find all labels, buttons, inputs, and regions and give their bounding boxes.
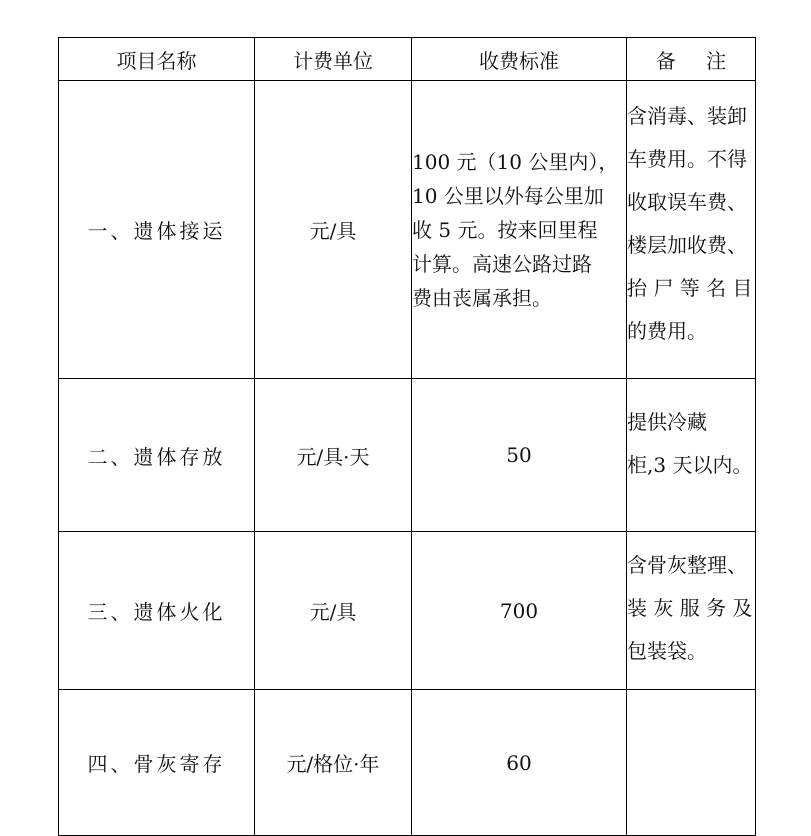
header-row xyxy=(59,38,756,81)
header-item-name: 项目名称 xyxy=(59,38,255,81)
item-name-cell xyxy=(59,690,255,836)
billing-unit: 元/具·天 xyxy=(255,379,412,532)
remark-cell-empty xyxy=(627,690,756,836)
remark-line: 车费用。不得 xyxy=(627,147,747,171)
remark-line: 收取误车费、 xyxy=(627,190,747,214)
fee-line: 10 公里以外每公里加 xyxy=(412,183,604,208)
remark-line: 抬 尸 等 名 目 xyxy=(627,276,753,300)
remark-line: 包装袋。 xyxy=(627,639,707,663)
remark-line: 含骨灰整理、 xyxy=(627,553,747,577)
fee-table xyxy=(58,37,756,836)
header-fee-standard: 收费标准 xyxy=(412,38,627,81)
billing-unit: 元/具 xyxy=(255,532,412,690)
table-row xyxy=(59,532,756,690)
remark-line: 柜,3 天以内。 xyxy=(627,453,753,477)
remark-line: 楼层加收费、 xyxy=(627,233,747,257)
fee-line: 收 5 元。按来回里程 xyxy=(412,217,598,242)
item-name-cell xyxy=(59,532,255,690)
billing-unit: 元/格位·年 xyxy=(255,690,412,836)
remark-line: 含消毒、装卸 xyxy=(627,104,747,128)
table-row xyxy=(59,81,756,379)
fee-line: 100 元（10 公里内）， xyxy=(412,149,619,174)
fee-standard: 700 xyxy=(412,532,627,690)
remark-line: 提供冷藏 xyxy=(627,410,707,434)
header-remark: 备 注 xyxy=(627,38,756,81)
item-name: 四、骨灰寄存 xyxy=(87,752,226,776)
item-name: 二、遗体存放 xyxy=(87,444,226,469)
fee-standard: 60 xyxy=(412,690,627,836)
fee-standard: 50 xyxy=(412,379,627,532)
table-row xyxy=(59,379,756,532)
table-row xyxy=(59,690,756,836)
billing-unit: 元/具 xyxy=(255,81,412,379)
remark-line: 装 灰 服 务 及 xyxy=(627,596,753,620)
fee-standard-cell xyxy=(412,81,627,379)
remark-cell xyxy=(627,81,756,379)
remark-cell xyxy=(627,532,756,690)
fee-line: 费由丧属承担。 xyxy=(412,285,552,310)
item-name-cell xyxy=(59,379,255,532)
remark-cell xyxy=(627,379,756,532)
header-billing-unit: 计费单位 xyxy=(255,38,412,81)
remark-line: 的费用。 xyxy=(627,319,707,343)
fee-line: 计算。高速公路过路 xyxy=(412,251,592,276)
item-name-cell xyxy=(59,81,255,379)
item-name: 一、遗体接运 xyxy=(87,219,226,243)
item-name: 三、遗体火化 xyxy=(87,600,226,624)
